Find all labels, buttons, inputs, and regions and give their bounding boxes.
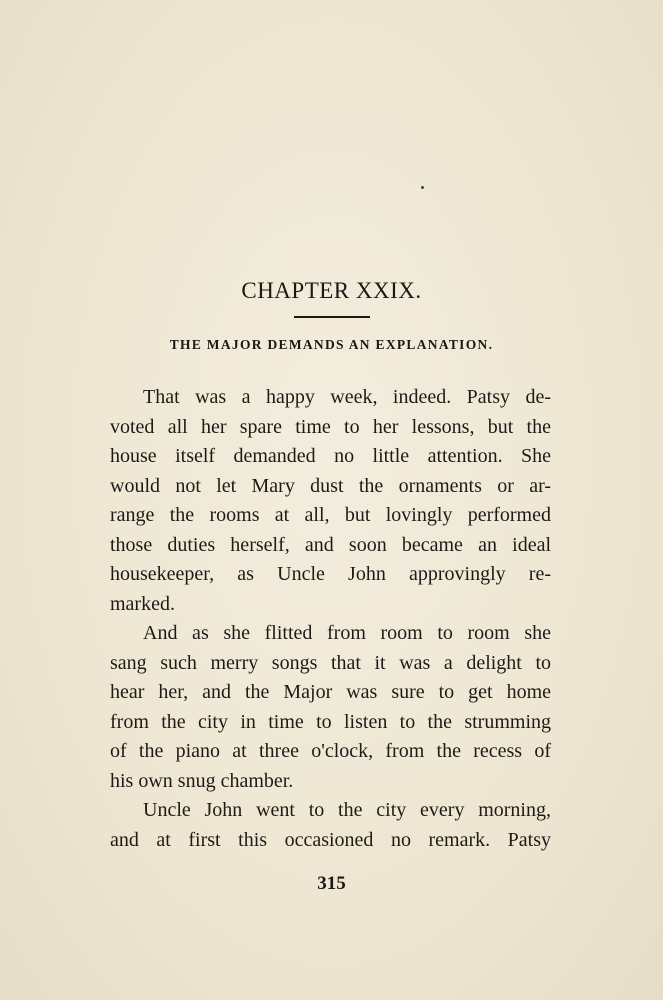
text-line: range the rooms at all, but lovingly performed bbox=[110, 504, 551, 526]
text-line: his own snug chamber. bbox=[110, 769, 294, 792]
paragraph-1 bbox=[110, 383, 551, 619]
text-line: sang such merry songs that it was a delight to bbox=[110, 651, 551, 674]
chapter-subtitle: THE MAJOR DEMANDS AN EXPLANATION. bbox=[169, 337, 494, 352]
text-line: housekeeper, as Uncle John approvingly re- bbox=[110, 563, 551, 585]
chapter-body bbox=[110, 383, 551, 855]
text-line: And as she flitted from room to room she bbox=[143, 622, 551, 644]
chapter-title: CHAPTER XXIX. bbox=[241, 278, 422, 303]
text-line: voted all her spare time to her lessons, but the bbox=[110, 415, 551, 438]
title-rule bbox=[294, 316, 370, 318]
text-line: and at first this occasioned no remark. Patsy bbox=[110, 828, 551, 851]
text-line: house itself demanded no little attention. She bbox=[110, 445, 551, 467]
text-line: Uncle John went to the city every morning, bbox=[143, 799, 551, 821]
text-line: those duties herself, and soon became an ideal bbox=[110, 533, 551, 556]
page-number: 315 bbox=[317, 873, 346, 894]
text-line: That was a happy week, indeed. Patsy de- bbox=[143, 386, 551, 408]
paragraph-2 bbox=[110, 619, 551, 796]
text-line: hear her, and the Major was sure to get home bbox=[110, 681, 551, 703]
paper-speck bbox=[421, 186, 424, 189]
text-line: of the piano at three o'clock, from the recess of bbox=[110, 740, 551, 762]
text-line: would not let Mary dust the ornaments or ar- bbox=[110, 474, 551, 497]
text-line: marked. bbox=[110, 592, 175, 615]
paragraph-3 bbox=[110, 796, 551, 855]
text-line: from the city in time to listen to the strumming bbox=[110, 710, 551, 733]
